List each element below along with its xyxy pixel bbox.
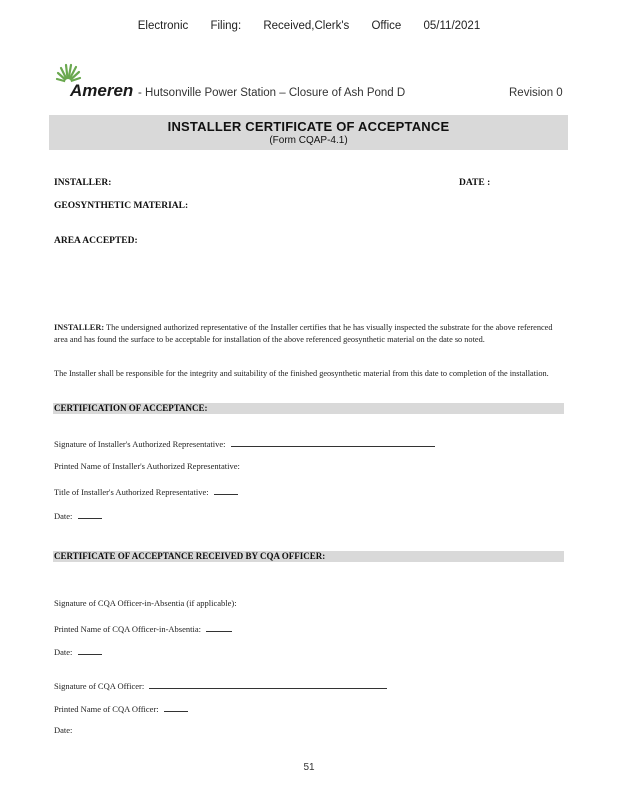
ameren-logo-text: Ameren <box>70 81 134 100</box>
certification-heading: CERTIFICATION OF ACCEPTANCE: <box>53 403 564 414</box>
installer-printed-name-row <box>54 461 240 471</box>
document-title: INSTALLER CERTIFICATE OF ACCEPTANCE <box>167 119 450 134</box>
responsibility-statement: The Installer shall be responsible for the integrity and suitability of the finished geosynthetic material from this date to completion of the installation. <box>54 369 549 378</box>
installer-title-row <box>54 485 238 497</box>
installer-statement <box>54 322 564 345</box>
officer-name-row <box>54 702 188 714</box>
ameren-logo <box>54 62 138 100</box>
installer-statement-lead: INSTALLER: <box>54 323 105 332</box>
filing-received: Received,Clerk's <box>263 20 350 32</box>
installer-signature-line[interactable] <box>231 437 435 447</box>
absentia-signature-label: Signature of CQA Officer-in-Absentia (if applicable): <box>54 598 237 608</box>
date-field-label: DATE : <box>459 178 491 188</box>
absentia-name-row <box>54 622 232 634</box>
officer-signature-row <box>54 679 387 691</box>
absentia-name-label: Printed Name of CQA Officer-in-Absentia: <box>54 624 201 634</box>
absentia-date-line[interactable] <box>78 645 102 655</box>
filing-label: Filing: <box>210 20 242 32</box>
area-accepted-label: AREA ACCEPTED: <box>54 236 138 246</box>
title-band <box>49 115 568 150</box>
installer-field-label: INSTALLER: <box>54 178 112 188</box>
officer-date-row <box>54 725 72 735</box>
form-number: (Form CQAP-4.1) <box>269 135 348 146</box>
installer-date-label: Date: <box>54 511 73 521</box>
installer-statement-body: The undersigned authorized representative of the Installer certifies that he has visually inspected the substrate for the above referenced area and has found the surface to be acceptable for installation of the above referenced geosynthetic material on the date so noted. <box>54 323 553 344</box>
installer-title-label: Title of Installer's Authorized Representative: <box>54 487 209 497</box>
installer-title-line[interactable] <box>214 485 238 495</box>
installer-printed-name-label: Printed Name of Installer's Authorized Representative: <box>54 461 240 471</box>
absentia-signature-row <box>54 598 237 608</box>
page-number: 51 <box>303 762 315 773</box>
officer-signature-label: Signature of CQA Officer: <box>54 681 145 691</box>
filing-electronic: Electronic <box>137 20 189 32</box>
absentia-date-row <box>54 645 102 657</box>
installer-signature-row <box>54 437 435 449</box>
officer-name-line[interactable] <box>164 702 188 712</box>
ameren-sunburst-icon <box>54 62 138 100</box>
project-description: - Hutsonville Power Station – Closure of Ash Pond D <box>138 87 406 99</box>
officer-name-label: Printed Name of CQA Officer: <box>54 704 159 714</box>
absentia-date-label: Date: <box>54 647 73 657</box>
absentia-name-line[interactable] <box>206 622 232 632</box>
cqa-received-heading: CERTIFICATE OF ACCEPTANCE RECEIVED BY CQA OFFICER: <box>53 551 564 562</box>
filing-office: Office <box>371 20 402 32</box>
installer-signature-label: Signature of Installer's Authorized Representative: <box>54 439 226 449</box>
filing-date: 05/11/2021 <box>423 20 481 32</box>
officer-date-label: Date: <box>54 725 73 735</box>
installer-date-line[interactable] <box>78 509 102 519</box>
revision-label: Revision 0 <box>509 87 563 99</box>
filing-stamp <box>0 20 618 32</box>
installer-date-row <box>54 509 102 521</box>
geosynthetic-field-label: GEOSYNTHETIC MATERIAL: <box>54 201 189 211</box>
officer-signature-line[interactable] <box>149 679 387 689</box>
